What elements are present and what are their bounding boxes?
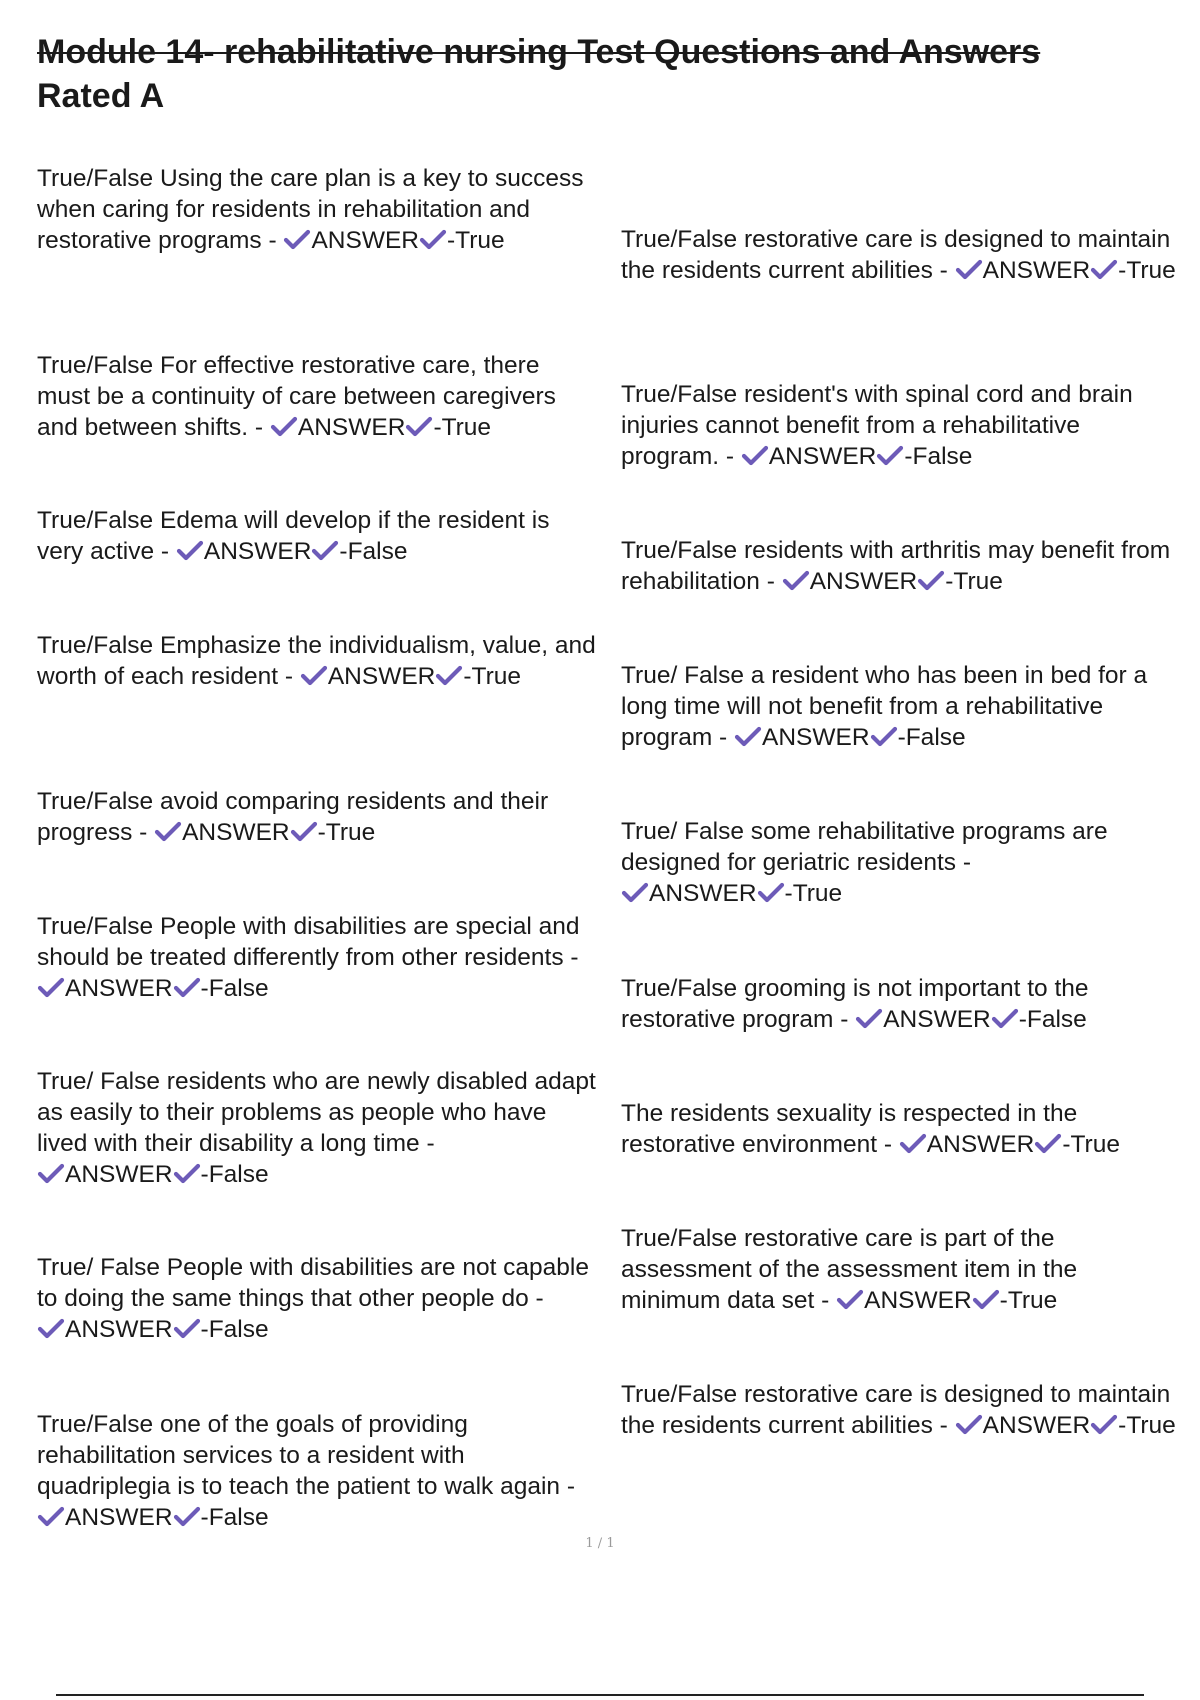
left-column xyxy=(37,0,597,1700)
answer-line xyxy=(37,975,269,1002)
answer-line xyxy=(836,1287,1057,1314)
qa-item-right-5 xyxy=(621,816,1181,909)
qa-item-right-1 xyxy=(621,224,1181,286)
title-line-2: Rated A xyxy=(37,77,165,115)
answer-label: ANSWER xyxy=(182,819,290,846)
question-text: True/False resident's with spinal cord and brain injuries cannot benefit from a rehabilitative program. - xyxy=(621,381,1133,470)
check-icon xyxy=(173,1318,201,1340)
check-icon xyxy=(1034,1133,1062,1155)
qa-item-left-9 xyxy=(37,1409,597,1533)
qa-item-left-1 xyxy=(37,163,597,256)
answer-label: ANSWER xyxy=(864,1287,972,1314)
check-icon xyxy=(741,445,769,467)
check-icon xyxy=(283,229,311,251)
answer-value: -True xyxy=(999,1287,1058,1314)
qa-item-left-6 xyxy=(37,911,597,1004)
check-icon xyxy=(991,1008,1019,1030)
check-icon xyxy=(173,1506,201,1528)
answer-line xyxy=(154,819,375,846)
check-icon xyxy=(899,1133,927,1155)
answer-line xyxy=(955,1412,1176,1439)
check-icon xyxy=(173,977,201,999)
title-line-1: Module 14- rehabilitative nursing Test Questions and Answers xyxy=(37,33,1041,71)
qa-item-right-4 xyxy=(621,660,1181,753)
question-text: The residents sexuality is respected in the restorative environment - xyxy=(621,1100,1078,1158)
check-icon xyxy=(621,882,649,904)
check-icon xyxy=(870,726,898,748)
answer-line xyxy=(37,1161,269,1188)
check-icon xyxy=(1090,1414,1118,1436)
check-icon xyxy=(37,1506,65,1528)
qa-item-right-7 xyxy=(621,1098,1181,1160)
check-icon xyxy=(300,665,328,687)
answer-value: -True xyxy=(463,663,522,690)
answer-label: ANSWER xyxy=(297,414,406,441)
question-text: True/False residents with arthritis may benefit from rehabilitation - xyxy=(621,537,1171,595)
question-text: True/False Edema will develop if the resident is very active - xyxy=(37,507,550,565)
check-icon xyxy=(37,977,65,999)
answer-line xyxy=(855,1006,1087,1033)
check-icon xyxy=(972,1289,1000,1311)
answer-line xyxy=(621,880,842,907)
check-icon xyxy=(955,1414,983,1436)
answer-label: ANSWER xyxy=(65,1504,173,1531)
answer-label: ANSWER xyxy=(883,1006,991,1033)
qa-item-left-2 xyxy=(37,350,597,443)
check-icon xyxy=(836,1289,864,1311)
answer-line xyxy=(300,663,521,690)
answer-line xyxy=(899,1131,1120,1158)
check-icon xyxy=(176,540,204,562)
question-text: True/False Using the care plan is a key to success when caring for residents in rehabilitation and restorative programs - xyxy=(37,165,584,254)
check-icon xyxy=(917,570,945,592)
qa-item-right-2 xyxy=(621,379,1181,472)
answer-value: -False xyxy=(897,724,966,751)
question-text: True/False restorative care is designed to maintain the residents current abilities - xyxy=(621,226,1171,284)
qa-item-right-6 xyxy=(621,973,1181,1035)
answer-line xyxy=(270,414,491,441)
qa-item-left-8 xyxy=(37,1252,597,1345)
answer-label: ANSWER xyxy=(65,975,173,1002)
answer-value: -True xyxy=(1062,1131,1120,1158)
check-icon xyxy=(876,445,904,467)
answer-value: -False xyxy=(904,443,973,470)
right-column xyxy=(621,0,1181,1700)
answer-line xyxy=(37,1504,269,1531)
answer-value: -True xyxy=(1118,257,1176,284)
answer-value: -True xyxy=(784,880,843,907)
check-icon xyxy=(37,1163,65,1185)
check-icon xyxy=(290,821,318,843)
check-icon xyxy=(37,1318,65,1340)
answer-line xyxy=(782,568,1003,595)
answer-label: ANSWER xyxy=(926,1131,1035,1158)
answer-line xyxy=(734,724,966,751)
answer-label: ANSWER xyxy=(768,443,877,470)
answer-line xyxy=(37,1316,269,1343)
question-text: True/False grooming is not important to the restorative program - xyxy=(621,975,1089,1033)
answer-label: ANSWER xyxy=(311,227,419,254)
answer-label: ANSWER xyxy=(327,663,436,690)
check-icon xyxy=(955,259,983,281)
answer-label: ANSWER xyxy=(809,568,918,595)
check-icon xyxy=(311,540,339,562)
check-icon xyxy=(154,821,182,843)
question-text: True/ False residents who are newly disabled adapt as easily to their problems as people who have lived with their disability a long time - xyxy=(37,1068,596,1157)
qa-item-right-3 xyxy=(621,535,1181,597)
answer-line xyxy=(955,257,1176,284)
answer-value: -False xyxy=(339,538,408,565)
answer-label: ANSWER xyxy=(982,1412,1091,1439)
check-icon xyxy=(173,1163,201,1185)
answer-value: -False xyxy=(200,1316,269,1343)
answer-value: -True xyxy=(433,414,492,441)
answer-line xyxy=(176,538,408,565)
qa-item-right-8 xyxy=(621,1223,1181,1316)
answer-label: ANSWER xyxy=(203,538,312,565)
qa-item-left-7 xyxy=(37,1066,597,1190)
answer-label: ANSWER xyxy=(982,257,1091,284)
check-icon xyxy=(435,665,463,687)
question-text: True/False Emphasize the individualism, value, and worth of each resident - xyxy=(37,632,596,690)
answer-value: -False xyxy=(200,1161,269,1188)
question-text: True/False restorative care is designed to maintain the residents current abilities - xyxy=(621,1381,1171,1439)
check-icon xyxy=(405,416,433,438)
check-icon xyxy=(419,229,447,251)
answer-line xyxy=(283,227,504,254)
answer-label: ANSWER xyxy=(762,724,870,751)
page-number: 1 / 1 xyxy=(585,1536,615,1551)
check-icon xyxy=(270,416,298,438)
answer-value: -False xyxy=(200,1504,269,1531)
answer-label: ANSWER xyxy=(65,1316,173,1343)
answer-value: -True xyxy=(446,227,505,254)
question-text: True/False For effective restorative care, there must be a continuity of care between caregivers and between shifts. - xyxy=(37,352,556,441)
answer-label: ANSWER xyxy=(65,1161,173,1188)
qa-item-left-5 xyxy=(37,786,597,848)
question-text: True/False People with disabilities are special and should be treated differently from other residents - xyxy=(37,913,580,971)
question-text: True/False one of the goals of providing rehabilitation services to a resident with quadriplegia is to teach the patient to walk again - xyxy=(37,1411,575,1500)
check-icon xyxy=(1090,259,1118,281)
check-icon xyxy=(782,570,810,592)
qa-item-right-9 xyxy=(621,1379,1181,1441)
question-text: True/ False People with disabilities are not capable to doing the same things that other people do - xyxy=(37,1254,590,1312)
answer-label: ANSWER xyxy=(649,880,757,907)
check-icon xyxy=(855,1008,883,1030)
qa-item-left-3 xyxy=(37,505,597,567)
answer-value: -True xyxy=(317,819,376,846)
answer-value: -True xyxy=(1118,1412,1176,1439)
question-text: True/False restorative care is part of the assessment of the assessment item in the minimum data set - xyxy=(621,1225,1078,1314)
answer-value: -True xyxy=(945,568,1003,595)
answer-line xyxy=(741,443,973,470)
answer-value: -False xyxy=(1018,1006,1087,1033)
footer-rule xyxy=(56,1694,1144,1696)
qa-item-left-4 xyxy=(37,630,597,692)
question-text: True/False avoid comparing residents and their progress - xyxy=(37,788,549,846)
check-icon xyxy=(757,882,785,904)
question-text: True/ False some rehabilitative programs are designed for geriatric residents - xyxy=(621,818,1108,876)
answer-value: -False xyxy=(200,975,269,1002)
question-text: True/ False a resident who has been in bed for a long time will not benefit from a rehabilitative program - xyxy=(621,662,1148,751)
check-icon xyxy=(734,726,762,748)
